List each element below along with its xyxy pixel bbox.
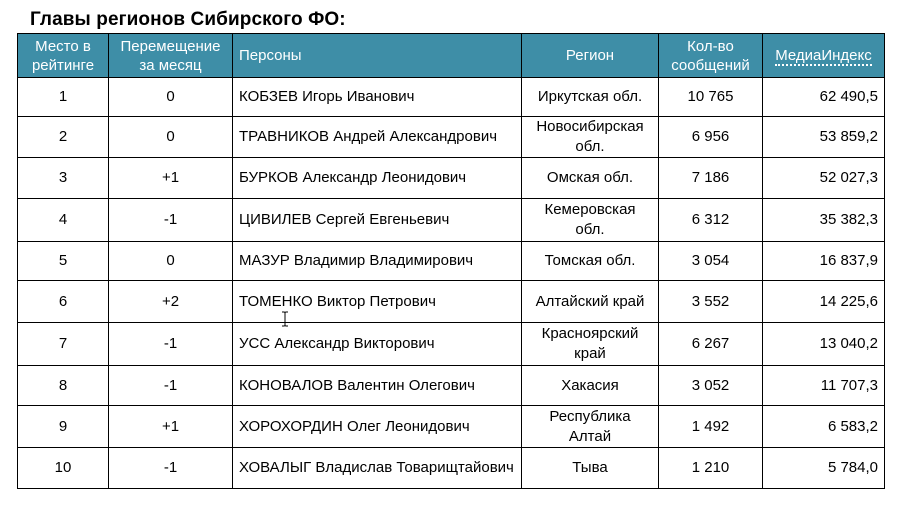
cell-place: 8 — [18, 366, 109, 406]
header-region[interactable]: Регион — [522, 34, 659, 78]
table-row — [18, 78, 885, 117]
table-row — [18, 448, 885, 489]
header-move[interactable]: Перемещение за месяц — [109, 34, 233, 78]
cell-count: 7 186 — [659, 158, 763, 199]
cell-person: КОНОВАЛОВ Валентин Олегович — [233, 366, 522, 406]
cell-move: 0 — [109, 242, 233, 281]
cell-count: 6 956 — [659, 117, 763, 158]
cell-place: 7 — [18, 323, 109, 366]
cell-region: Томская обл. — [522, 242, 659, 281]
cell-move: -1 — [109, 366, 233, 406]
cell-move: +1 — [109, 406, 233, 448]
cell-move: 0 — [109, 78, 233, 117]
table-row — [18, 406, 885, 448]
header-place[interactable]: Место в рейтинге — [18, 34, 109, 78]
page-title: Главы регионов Сибирского ФО: — [30, 9, 346, 30]
cell-person: БУРКОВ Александр Леонидович — [233, 158, 522, 199]
table-row — [18, 323, 885, 366]
cell-place: 3 — [18, 158, 109, 199]
cell-media: 11 707,3 — [763, 366, 885, 406]
cell-person: КОБЗЕВ Игорь Иванович — [233, 78, 522, 117]
table-row — [18, 117, 885, 158]
cell-count: 1 492 — [659, 406, 763, 448]
cell-media: 16 837,9 — [763, 242, 885, 281]
cell-place: 4 — [18, 199, 109, 242]
cell-person: ТОМЕНКО Виктор Петрович — [233, 281, 522, 323]
cell-media: 62 490,5 — [763, 78, 885, 117]
cell-media: 52 027,3 — [763, 158, 885, 199]
header-media-label: МедиаИндекс — [775, 47, 872, 64]
cell-media: 13 040,2 — [763, 323, 885, 366]
cell-region: Кемеровская обл. — [522, 199, 659, 242]
cell-move: +2 — [109, 281, 233, 323]
cell-person: ХОВАЛЫГ Владислав Товарищтайович — [233, 448, 522, 489]
cell-person: МАЗУР Владимир Владимирович — [233, 242, 522, 281]
cell-media: 5 784,0 — [763, 448, 885, 489]
cell-move: -1 — [109, 448, 233, 489]
cell-place: 1 — [18, 78, 109, 117]
cell-region: Красноярский край — [522, 323, 659, 366]
table-row — [18, 199, 885, 242]
cell-person: ТРАВНИКОВ Андрей Александрович — [233, 117, 522, 158]
cell-media: 6 583,2 — [763, 406, 885, 448]
cell-place: 5 — [18, 242, 109, 281]
cell-place: 2 — [18, 117, 109, 158]
cell-count: 6 267 — [659, 323, 763, 366]
cell-media: 35 382,3 — [763, 199, 885, 242]
cell-count: 3 052 — [659, 366, 763, 406]
header-persons[interactable]: Персоны — [233, 34, 522, 78]
cell-region: Новосибирская обл. — [522, 117, 659, 158]
table-row — [18, 366, 885, 406]
table-row — [18, 281, 885, 323]
cell-count: 3 054 — [659, 242, 763, 281]
cell-region: Алтайский край — [522, 281, 659, 323]
cell-count: 6 312 — [659, 199, 763, 242]
cell-count: 1 210 — [659, 448, 763, 489]
cell-person: УСС Александр Викторович — [233, 323, 522, 366]
rating-table — [17, 33, 885, 489]
cell-count: 10 765 — [659, 78, 763, 117]
cell-media: 14 225,6 — [763, 281, 885, 323]
cell-place: 9 — [18, 406, 109, 448]
cell-move: +1 — [109, 158, 233, 199]
table-header-row — [18, 34, 885, 78]
cell-move: -1 — [109, 199, 233, 242]
cell-region: Тыва — [522, 448, 659, 489]
cell-media: 53 859,2 — [763, 117, 885, 158]
table-row — [18, 158, 885, 199]
header-count[interactable]: Кол-во сообщений — [659, 34, 763, 78]
cell-place: 10 — [18, 448, 109, 489]
cell-person: ХОРОХОРДИН Олег Леонидович — [233, 406, 522, 448]
cell-region: Республика Алтай — [522, 406, 659, 448]
cell-count: 3 552 — [659, 281, 763, 323]
header-media[interactable] — [763, 34, 885, 78]
cell-move: -1 — [109, 323, 233, 366]
cell-region: Омская обл. — [522, 158, 659, 199]
cell-region: Хакасия — [522, 366, 659, 406]
text-cursor-icon — [281, 311, 289, 327]
table-row — [18, 242, 885, 281]
cell-region: Иркутская обл. — [522, 78, 659, 117]
cell-place: 6 — [18, 281, 109, 323]
cell-move: 0 — [109, 117, 233, 158]
cell-person: ЦИВИЛЕВ Сергей Евгеньевич — [233, 199, 522, 242]
